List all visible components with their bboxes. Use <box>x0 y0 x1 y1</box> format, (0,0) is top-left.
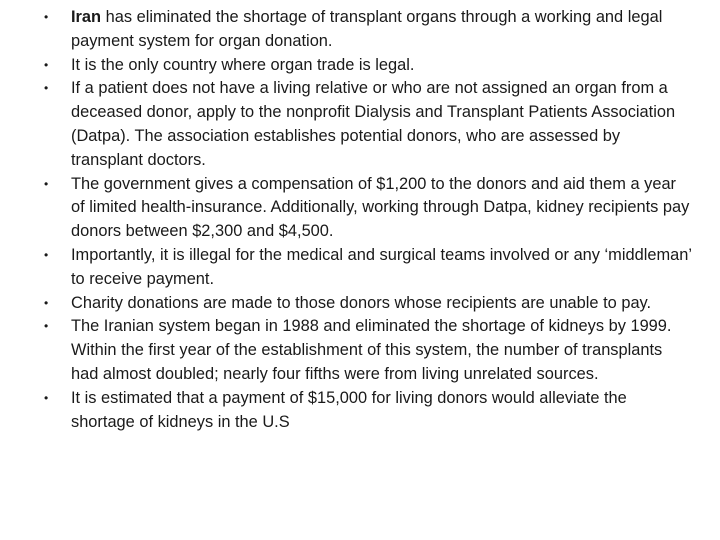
bullet-icon: • <box>44 81 49 96</box>
bullet-icon: • <box>44 176 49 191</box>
bullet-text: The Iranian system began in 1988 and eliminated the shortage of kidneys by 1999. Within the first year of the establishment of this system, the number of transplants had almost doubled; nearly four fifths were from living unrelated sources. <box>71 317 672 383</box>
bullet-text: It is the only country where organ trade is legal. <box>71 55 415 74</box>
bullet-text: Charity donations are made to those donors whose recipients are unable to pay. <box>71 293 652 312</box>
bullet-text: has eliminated the shortage of transplant organs through a working and legal payment system for organ donation. <box>71 8 663 50</box>
bullet-item <box>44 244 694 292</box>
bullet-text: If a patient does not have a living relative or who are not assigned an organ from a deceased donor, apply to the nonprofit Dialysis and Transplant Patients Association (Datpa). The association establishes potential donors, who are assessed by transplant doctors. <box>71 79 676 169</box>
bullet-list <box>44 6 694 434</box>
bullet-icon: • <box>44 295 49 310</box>
bullet-lead-text: Iran <box>71 8 102 26</box>
bullet-item <box>44 77 694 172</box>
bullet-item <box>44 315 694 386</box>
bullet-item <box>44 54 694 78</box>
bullet-icon: • <box>44 319 49 334</box>
bullet-item <box>44 6 694 54</box>
bullet-icon: • <box>44 247 49 262</box>
bullet-text: It is estimated that a payment of $15,000 for living donors would alleviate the shortage of kidneys in the U.S <box>71 388 627 431</box>
bullet-icon: • <box>44 57 49 72</box>
bullet-item <box>44 173 694 244</box>
bullet-text: The government gives a compensation of $1,200 to the donors and aid them a year of limited health-insurance. Additionally, working through Datpa, kidney recipients pay donors between $2,300 and $4,500. <box>71 174 690 241</box>
bullet-item <box>44 387 694 435</box>
bullet-icon: • <box>44 10 49 24</box>
bullet-icon: • <box>44 390 49 405</box>
bullet-item <box>44 292 694 316</box>
bullet-text: Importantly, it is illegal for the medical and surgical teams involved or any ‘middleman’ to receive payment. <box>71 245 692 288</box>
